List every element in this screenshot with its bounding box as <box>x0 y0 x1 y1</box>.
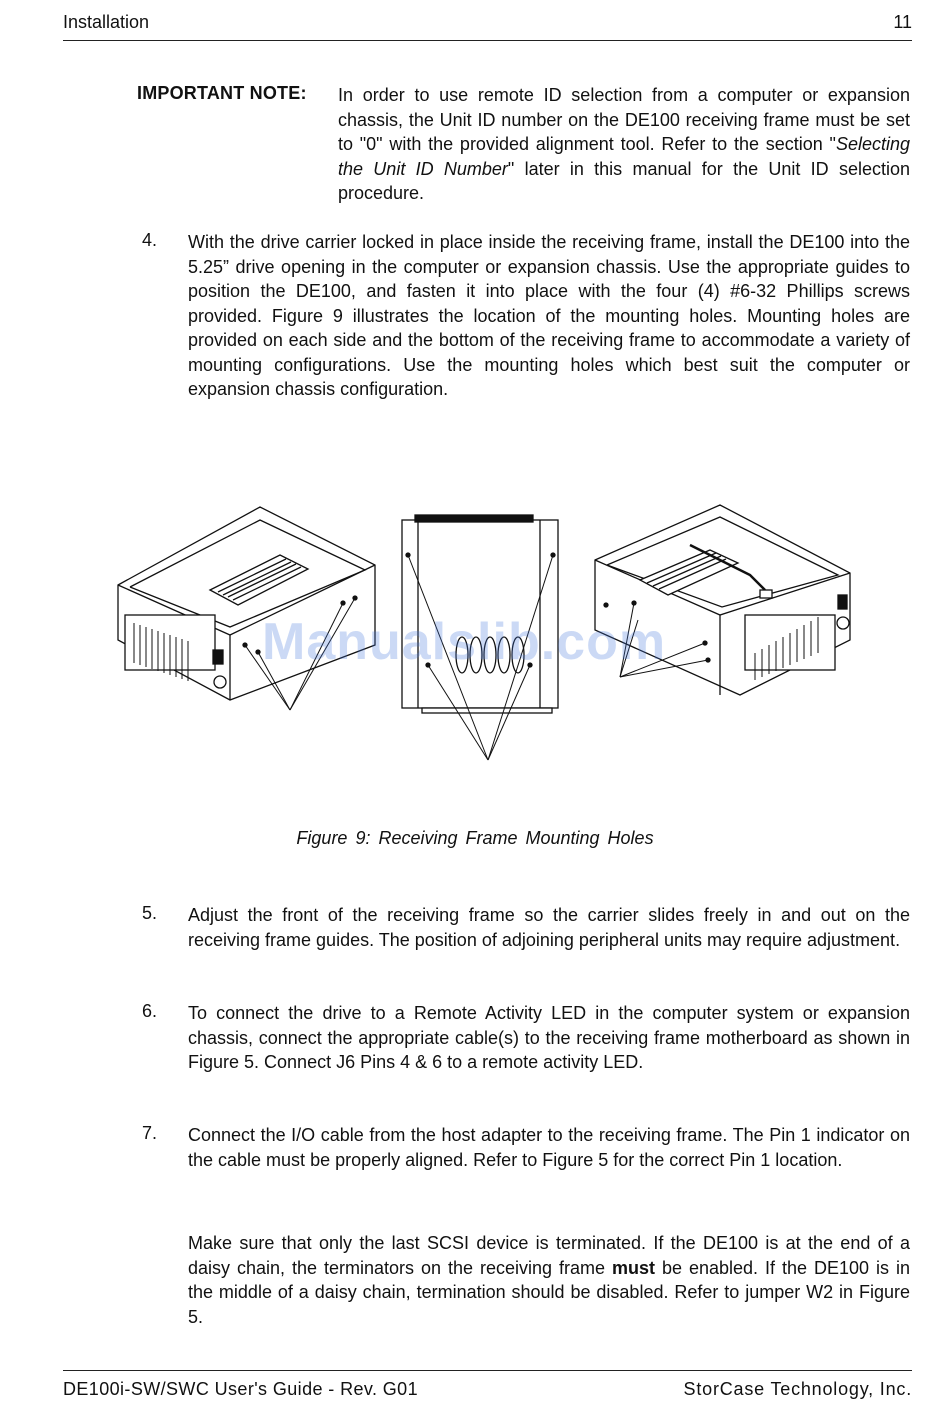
step-7-text: Connect the I/O cable from the host adapter to the receiving frame. The Pin 1 indicator on the cable must be properly aligned. Refer to Figure 5 for the correct Pin 1 location. <box>188 1125 910 1170</box>
section-title: Installation <box>63 12 150 32</box>
step-5-text: Adjust the front of the receiving frame so the carrier slides freely in and out on the receiving frame guides. The position of adjoining peripheral units may require adjustment. <box>188 905 910 950</box>
page-header <box>63 10 912 41</box>
step-4-number: 4. <box>142 230 158 250</box>
footer-company: StorCase Technology, Inc. <box>683 1379 912 1399</box>
watermark: Manualslib.com <box>262 613 667 671</box>
page-number: 11 <box>893 12 912 32</box>
footer-document-title: DE100i-SW/SWC User's Guide - Rev. G01 <box>63 1379 418 1399</box>
step-4-text: With the drive carrier locked in place inside the receiving frame, install the DE100 into the 5.25” drive opening in the computer or expansion chassis. Use the appropriate guides to position the DE100, and fasten it into place with the four (4) #6-32 Phillips screws provided. Figure 9 illustrates the location of the mounting holes. Mounting holes are provided on each side and the bottom of the receiving frame to accommodate a variety of mounting configurations. Use the mounting holes which best suit the computer or expansion chassis configuration. <box>188 232 910 399</box>
page-footer <box>63 1370 912 1401</box>
important-note-text: In order to use remote ID selection from a computer or expansion chassis, the Unit ID number on the DE100 receiving frame must be set to "0" with the provided alignment tool. Refer to the section "Selecting the Unit ID Number" later in this manual for the Unit ID selection procedure. <box>338 85 910 203</box>
termination-note: Make sure that only the last SCSI device is terminated. If the DE100 is at the end of a daisy chain, the terminators on the receiving frame must be enabled. If the DE100 is in the middle of a daisy chain, termination should be disabled. Refer to jumper W2 in Figure 5. <box>188 1233 910 1327</box>
figure-caption: Figure 9: Receiving Frame Mounting Holes <box>296 828 654 848</box>
step-6-text: To connect the drive to a Remote Activity LED in the computer system or expansion chassis, connect the appropriate cable(s) to the receiving frame motherboard as shown in Figure 5. Connect J6 Pins 4 & 6 to a remote activity LED. <box>188 1003 910 1072</box>
step-6-number: 6. <box>142 1001 158 1021</box>
left-frame-view <box>118 507 375 710</box>
step-7-number: 7. <box>142 1123 158 1143</box>
step-5-number: 5. <box>142 903 158 923</box>
important-note-label: IMPORTANT NOTE: <box>137 83 307 103</box>
